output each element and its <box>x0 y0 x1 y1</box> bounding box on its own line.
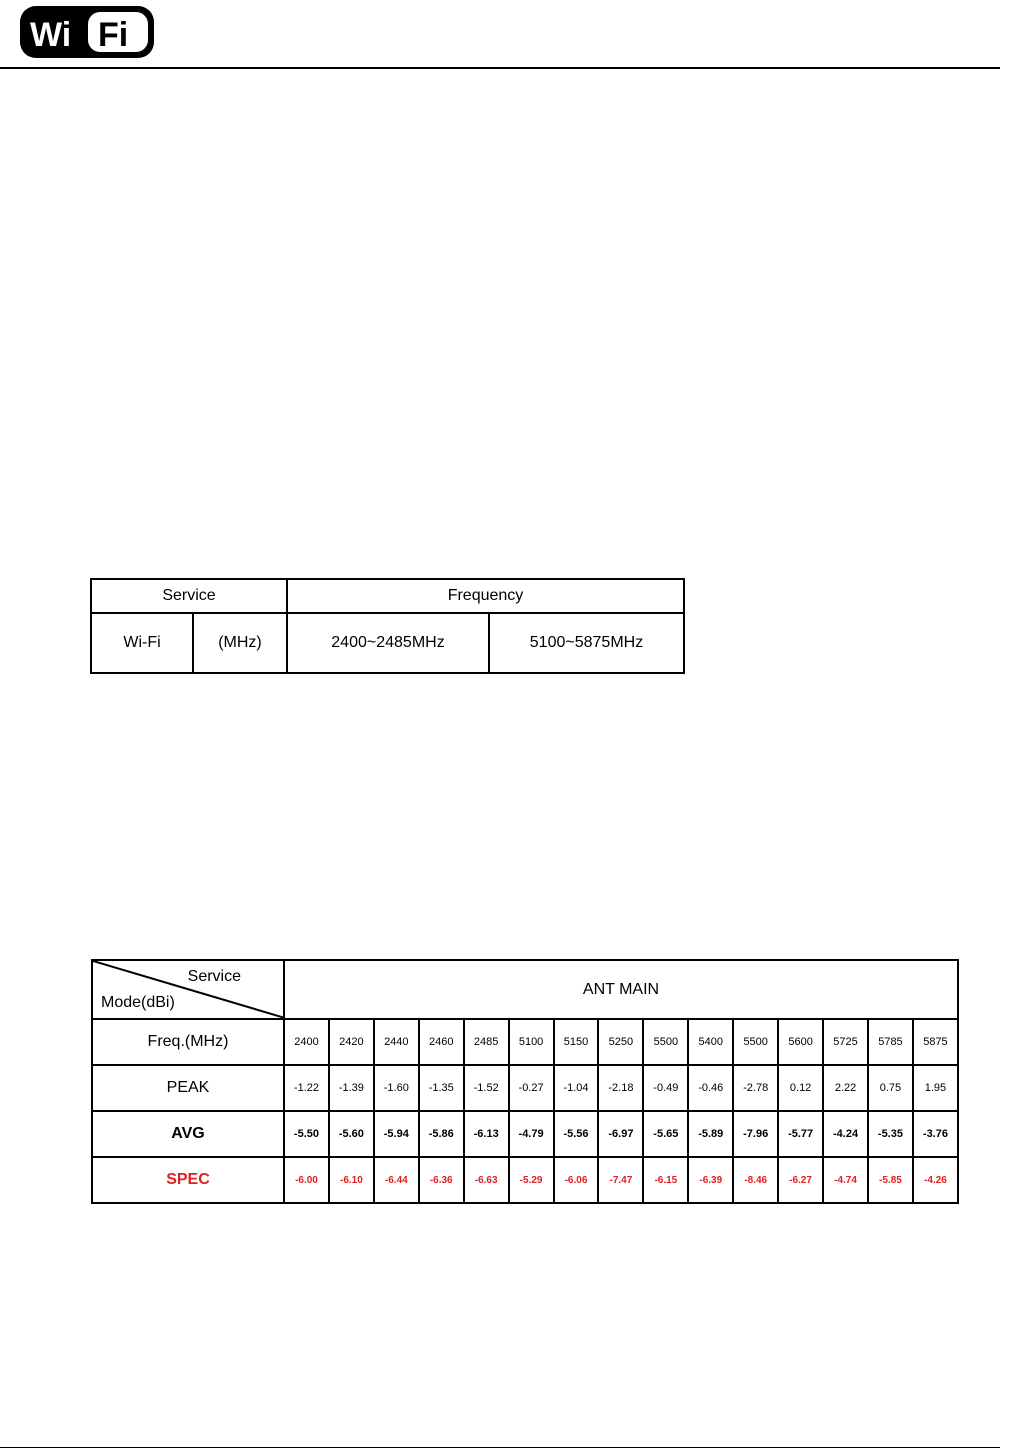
spec-cell: -4.74 <box>823 1157 868 1203</box>
freq-cell: 2460 <box>419 1019 464 1065</box>
avg-cell: -5.50 <box>284 1111 329 1157</box>
corner-header-cell <box>92 960 284 1019</box>
spec-cell: -6.36 <box>419 1157 464 1203</box>
spec-cell: -6.44 <box>374 1157 419 1203</box>
avg-cell: -5.56 <box>554 1111 599 1157</box>
freq-cell: 2485 <box>464 1019 509 1065</box>
logo-text-wi: Wi <box>30 16 72 54</box>
peak-cell: -0.27 <box>509 1065 554 1111</box>
avg-cell: -3.76 <box>913 1111 958 1157</box>
corner-mode-label: Mode(dBi) <box>101 994 175 1011</box>
antenna-header: ANT MAIN <box>284 960 958 1019</box>
spec-cell: -5.29 <box>509 1157 554 1203</box>
spec-cell: -6.00 <box>284 1157 329 1203</box>
freq-cell: 5400 <box>688 1019 733 1065</box>
avg-cell: -6.97 <box>598 1111 643 1157</box>
peak-label: PEAK <box>92 1065 284 1111</box>
freq-cell: 5150 <box>554 1019 599 1065</box>
peak-cell: 2.22 <box>823 1065 868 1111</box>
avg-cell: -5.60 <box>329 1111 374 1157</box>
avg-cell: -5.86 <box>419 1111 464 1157</box>
spec-cell: -6.15 <box>643 1157 688 1203</box>
spec-cell: -6.10 <box>329 1157 374 1203</box>
peak-cell: -1.39 <box>329 1065 374 1111</box>
avg-cell: -6.13 <box>464 1111 509 1157</box>
avg-cell: -5.65 <box>643 1111 688 1157</box>
freq-cell: 5500 <box>643 1019 688 1065</box>
freq-cell: 5250 <box>598 1019 643 1065</box>
frequency-table <box>90 578 685 674</box>
footer-divider <box>0 1447 1000 1448</box>
avg-cell: -5.94 <box>374 1111 419 1157</box>
avg-cell: -4.24 <box>823 1111 868 1157</box>
peak-cell: -1.60 <box>374 1065 419 1111</box>
peak-cell: -1.35 <box>419 1065 464 1111</box>
peak-cell: -0.46 <box>688 1065 733 1111</box>
spec-cell: -4.26 <box>913 1157 958 1203</box>
peak-cell: -2.18 <box>598 1065 643 1111</box>
avg-cell: -4.79 <box>509 1111 554 1157</box>
peak-cell: -2.78 <box>733 1065 778 1111</box>
spec-cell: -6.63 <box>464 1157 509 1203</box>
freq-cell: 5785 <box>868 1019 913 1065</box>
avg-cell: -5.35 <box>868 1111 913 1157</box>
peak-cell: -1.22 <box>284 1065 329 1111</box>
spec-cell: -6.27 <box>778 1157 823 1203</box>
spec-cell: -7.47 <box>598 1157 643 1203</box>
peak-cell: 1.95 <box>913 1065 958 1111</box>
peak-cell: 0.75 <box>868 1065 913 1111</box>
freq-cell: 5600 <box>778 1019 823 1065</box>
spec-cell: -5.85 <box>868 1157 913 1203</box>
freq-cell: 5725 <box>823 1019 868 1065</box>
avg-label: AVG <box>92 1111 284 1157</box>
antenna-gain-table <box>91 959 959 1204</box>
freq-cell: 5100 <box>509 1019 554 1065</box>
peak-cell: -0.49 <box>643 1065 688 1111</box>
peak-cell: -1.04 <box>554 1065 599 1111</box>
avg-cell: -5.89 <box>688 1111 733 1157</box>
peak-cell: 0.12 <box>778 1065 823 1111</box>
corner-service-label: Service <box>187 968 241 985</box>
unit-cell: (MHz) <box>193 613 287 673</box>
logo-text-fi: Fi <box>98 16 129 54</box>
freq-cell: 5500 <box>733 1019 778 1065</box>
spec-cell: -8.46 <box>733 1157 778 1203</box>
freq-cell: 2420 <box>329 1019 374 1065</box>
freq-cell: 5875 <box>913 1019 958 1065</box>
freq-cell: 2400 <box>284 1019 329 1065</box>
service-header: Service <box>91 579 287 613</box>
band-2g: 2400~2485MHz <box>287 613 489 673</box>
avg-cell: -5.77 <box>778 1111 823 1157</box>
header-divider <box>0 67 1000 69</box>
band-5g: 5100~5875MHz <box>489 613 684 673</box>
freq-cell: 2440 <box>374 1019 419 1065</box>
spec-label: SPEC <box>92 1157 284 1203</box>
service-name: Wi-Fi <box>91 613 193 673</box>
wifi-logo <box>18 4 156 60</box>
peak-cell: -1.52 <box>464 1065 509 1111</box>
freq-label: Freq.(MHz) <box>92 1019 284 1065</box>
spec-cell: -6.06 <box>554 1157 599 1203</box>
frequency-header: Frequency <box>287 579 684 613</box>
spec-cell: -6.39 <box>688 1157 733 1203</box>
avg-cell: -7.96 <box>733 1111 778 1157</box>
